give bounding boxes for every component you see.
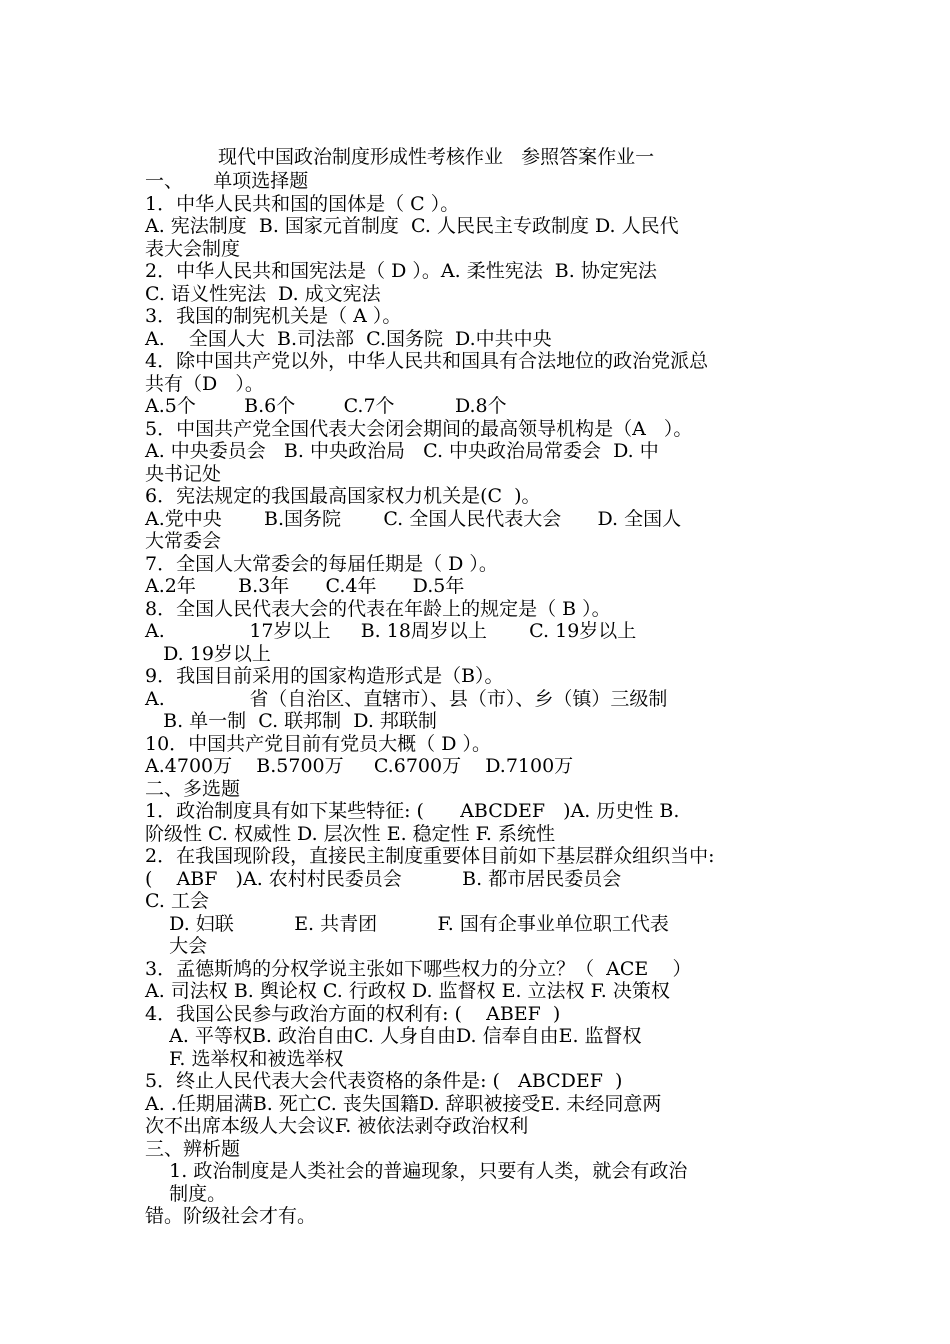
text-line: 共有（D ）。 xyxy=(145,373,264,395)
text-line: 10．中国共产党目前有党员大概（ D ）。 xyxy=(145,733,491,755)
text-line: A.党中央 B.国务院 C. 全国人民代表大会 D. 全国人 xyxy=(145,508,682,530)
text-line: A. 司法权 B. 舆论权 C. 行政权 D. 监督权 E. 立法权 F. 决策权 xyxy=(145,980,670,1002)
text-line: A. 平等权B. 政治自由C. 人身自由D. 信奉自由E. 监督权 xyxy=(145,1025,642,1047)
text-line: 阶级性 C. 权威性 D. 层次性 E. 稳定性 F. 系统性 xyxy=(145,823,555,845)
text-line: 制度。 xyxy=(145,1183,227,1205)
text-line: D. 19岁以上 xyxy=(145,643,271,665)
text-line: 4．除中国共产党以外，中华人民共和国具有合法地位的政治党派总 xyxy=(145,350,709,372)
text-line: A. 省（自治区、直辖市）、县（市）、乡（镇）三级制 xyxy=(145,688,668,710)
text-line: A. 宪法制度 B. 国家元首制度 C. 人民民主专政制度 D. 人民代 xyxy=(145,215,679,237)
text-line: A.5个 B.6个 C.7个 D.8个 xyxy=(145,395,507,417)
text-line: 7．全国人大常委会的每届任期是（ D ）。 xyxy=(145,553,498,575)
text-line: C. 语义性宪法 D. 成文宪法 xyxy=(145,283,381,305)
text-line: A.4700万 B.5700万 C.6700万 D.7100万 xyxy=(145,755,574,777)
text-line: 3．孟德斯鸠的分权学说主张如下哪些权力的分立？（ ACE ） xyxy=(145,958,692,980)
text-line: 8．全国人民代表大会的代表在年龄上的规定是（ B ）。 xyxy=(145,598,611,620)
text-line: F. 选举权和被选举权 xyxy=(145,1048,344,1070)
text-line: 3．我国的制宪机关是（ A ）。 xyxy=(145,305,402,327)
text-line: 5．中国共产党全国代表大会闭会期间的最高领导机构是（A ）。 xyxy=(145,418,693,440)
text-line: 次不出席本级人大会议F. 被依法剥夺政治权利 xyxy=(145,1115,529,1137)
text-line: 大常委会 xyxy=(145,530,222,552)
text-line: C. 工会 xyxy=(145,890,209,912)
text-line: A. .任期届满B. 死亡C. 丧失国籍D. 辞职被接受E. 未经同意两 xyxy=(145,1093,662,1115)
text-line: A. 中央委员会 B. 中央政治局 C. 中央政治局常委会 D. 中 xyxy=(145,440,659,462)
text-line: ( ABF )A. 农村村民委员会 B. 都市居民委员会 xyxy=(145,868,622,890)
text-line: A.2年 B.3年 C.4年 D.5年 xyxy=(145,575,465,597)
text-line: D. 妇联 E. 共青团 F. 国有企事业单位职工代表 xyxy=(145,913,669,935)
text-line: 大会 xyxy=(145,935,208,957)
text-line: 9．我国目前采用的国家构造形式是（B）。 xyxy=(145,665,504,687)
text-line: 1．政治制度具有如下某些特征: ( ABCDEF )A. 历史性 B. xyxy=(145,800,680,822)
text-line: 2．在我国现阶段，直接民主制度重要体目前如下基层群众组织当中: xyxy=(145,845,715,867)
text-line: A. 全国人大 B.司法部 C.国务院 D.中共中央 xyxy=(145,328,552,350)
text-line: 5．终止人民代表大会代表资格的条件是: ( ABCDEF ) xyxy=(145,1070,623,1092)
text-line: 1. 政治制度是人类社会的普遍现象，只要有人类，就会有政治 xyxy=(145,1160,688,1182)
text-line: 4．我国公民参与政治方面的权利有: ( ABEF ) xyxy=(145,1003,561,1025)
section-heading-multiple-choice: 二、多选题 xyxy=(145,778,241,800)
section-heading-single-choice: 一、 单项选择题 xyxy=(145,170,309,192)
text-line: A. 17岁以上 B. 18周岁以上 C. 19岁以上 xyxy=(145,620,637,642)
text-line: 表大会制度 xyxy=(145,238,241,260)
document-title: 现代中国政治制度形成性考核作业 参照答案作业一 xyxy=(218,146,655,168)
text-line: B. 单一制 C. 联邦制 D. 邦联制 xyxy=(145,710,437,732)
text-line: 错。阶级社会才有。 xyxy=(145,1205,317,1227)
section-heading-analysis: 三、辨析题 xyxy=(145,1138,241,1160)
text-line: 1．中华人民共和国的国体是（ C ）。 xyxy=(145,193,460,215)
text-line: 央书记处 xyxy=(145,463,222,485)
text-line: 2．中华人民共和国宪法是（ D ）。A. 柔性宪法 B. 协定宪法 xyxy=(145,260,657,282)
text-line: 6．宪法规定的我国最高国家权力机关是(C )。 xyxy=(145,485,541,507)
